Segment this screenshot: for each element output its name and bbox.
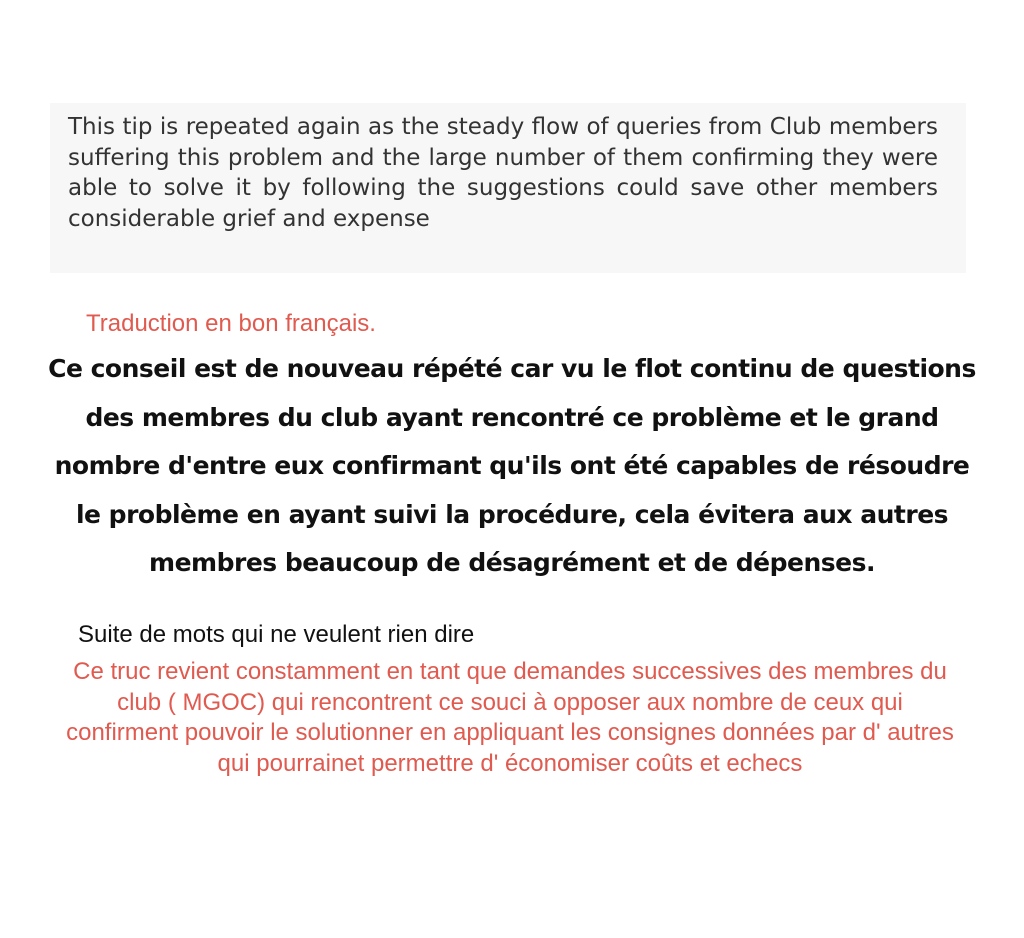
french-translation-paragraph: Ce conseil est de nouveau répété car vu le flot continu de questions des membres du club ayant rencontré ce problème et le grand nombre d'entre eux confirmant qu'ils ont été capables de résoudre le problème en ayant suivi la procédure, cela évitera aux autres membres beaucoup de désagrément et de dépenses. (48, 354, 976, 577)
nonsense-label: Suite de mots qui ne veulent rien dire (78, 621, 475, 648)
original-english-paragraph: This tip is repeated again as the steady flow of queries from Club members suffering this problem and the large number of them confirming they were able to solve it by following the suggestions could save other members considerable grief and expense (68, 114, 938, 232)
literal-translation-paragraph: Ce truc revient constamment en tant que demandes successives des membres du club ( MGOC) qui rencontrent ce souci à opposer aux nombre de ceux qui confirment pouvoir le solutionner en appliquant les consignes données par d' autres qui pourrainet permettre d' économiser coûts et echecs (66, 658, 954, 777)
translation-label: Traduction en bon français. (86, 310, 376, 337)
